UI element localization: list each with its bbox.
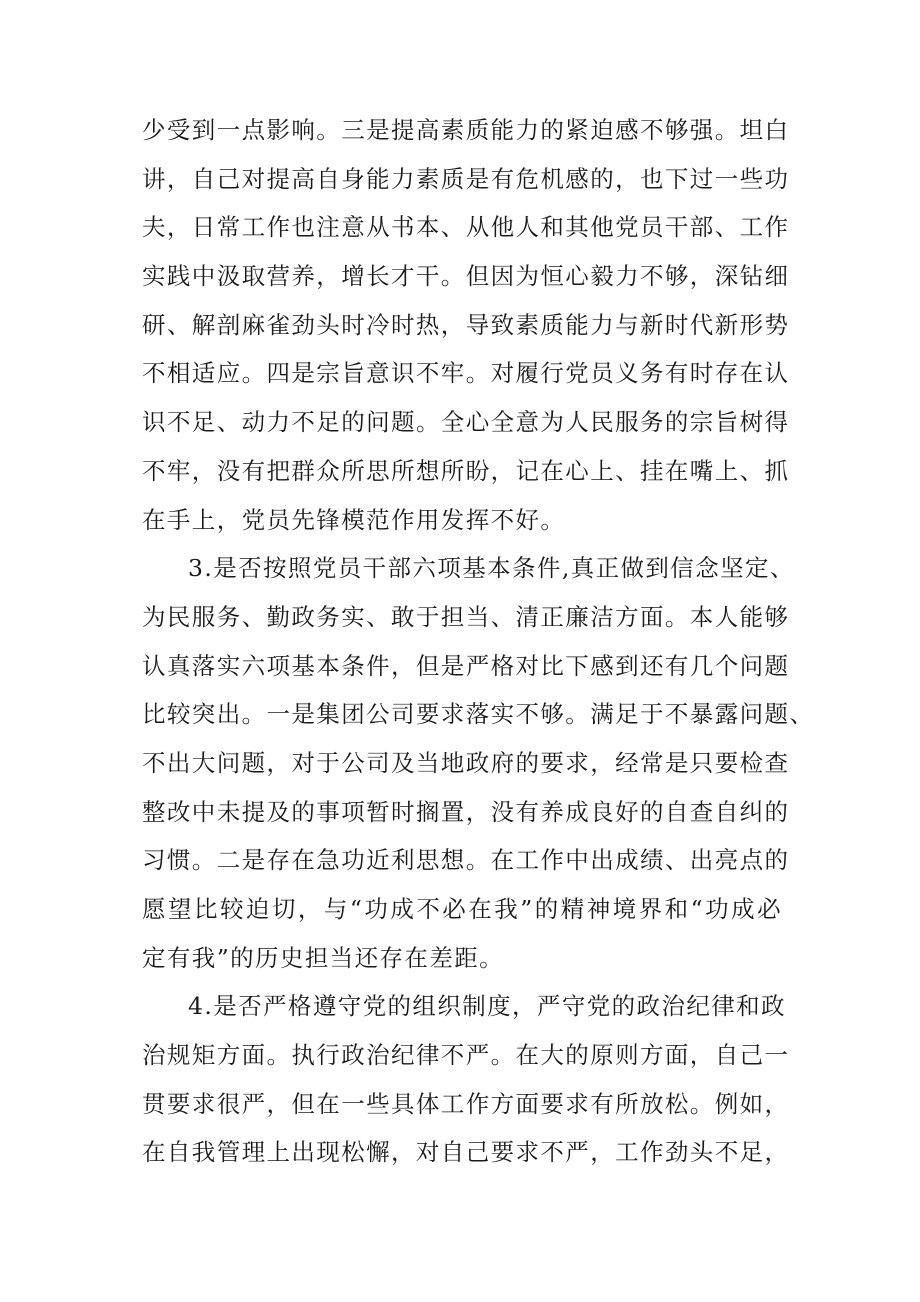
text-line: 4.是否严格遵守党的组织制度，严守党的政治纪律和政 — [188, 992, 786, 1021]
text-line: 研、解剖麻雀劲头时冷时热，导致素质能力与新时代新形势 — [142, 310, 790, 339]
text-line: 夫，日常工作也注意从书本、从他人和其他党员干部、工作 — [142, 213, 790, 242]
text-line: 在手上，党员先锋模范作用发挥不好。 — [142, 505, 566, 534]
text-line: 不出大问题，对于公司及当地政府的要求，经常是只要检查 — [142, 748, 790, 777]
text-line: 不牢，没有把群众所思所想所盼，记在心上、挂在嘴上、抓 — [142, 456, 790, 485]
text-line: 为民服务、勤政务实、敢于担当、清正廉洁方面。本人能够 — [142, 602, 790, 631]
text-line: 比较突出。一是集团公司要求落实不够。满足于不暴露问题、 — [142, 700, 815, 729]
text-line: 愿望比较迫切，与“功成不必在我”的精神境界和“功成必 — [142, 895, 782, 923]
text-line: 识不足、动力不足的问题。全心全意为人民服务的宗旨树得 — [142, 408, 790, 437]
text-line: 在自我管理上出现松懈，对自己要求不严，工作劲头不足， — [142, 1138, 790, 1167]
document-body — [142, 106, 815, 1177]
text-line: 3.是否按照党员干部六项基本条件,真正做到信念坚定、 — [188, 554, 795, 583]
text-line: 定有我”的历史担当还存在差距。 — [142, 943, 505, 972]
text-line: 贯要求很严，但在一些具体工作方面要求有所放松。例如， — [142, 1089, 790, 1118]
text-line: 认真落实六项基本条件，但是严格对比下感到还有几个问题 — [142, 651, 790, 680]
text-line: 治规矩方面。执行政治纪律不严。在大的原则方面，自己一 — [142, 1041, 790, 1070]
text-line: 整改中未提及的事项暂时搁置，没有养成良好的自查自纠的 — [142, 797, 790, 826]
text-line: 讲，自己对提高自身能力素质是有危机感的，也下过一些功 — [142, 164, 790, 193]
text-line: 少受到一点影响。三是提高素质能力的紧迫感不够强。坦白 — [142, 116, 790, 144]
text-line: 实践中汲取营养，增长才干。但因为恒心毅力不够，深钻细 — [142, 262, 790, 291]
paragraph-item-3 — [142, 544, 815, 982]
paragraph-continuation — [142, 106, 790, 544]
paragraph-item-4 — [142, 982, 790, 1177]
text-line: 不相适应。四是宗旨意识不牢。对履行党员义务有时存在认 — [142, 359, 790, 388]
text-line: 习惯。二是存在急功近利思想。在工作中出成绩、出亮点的 — [142, 846, 790, 875]
